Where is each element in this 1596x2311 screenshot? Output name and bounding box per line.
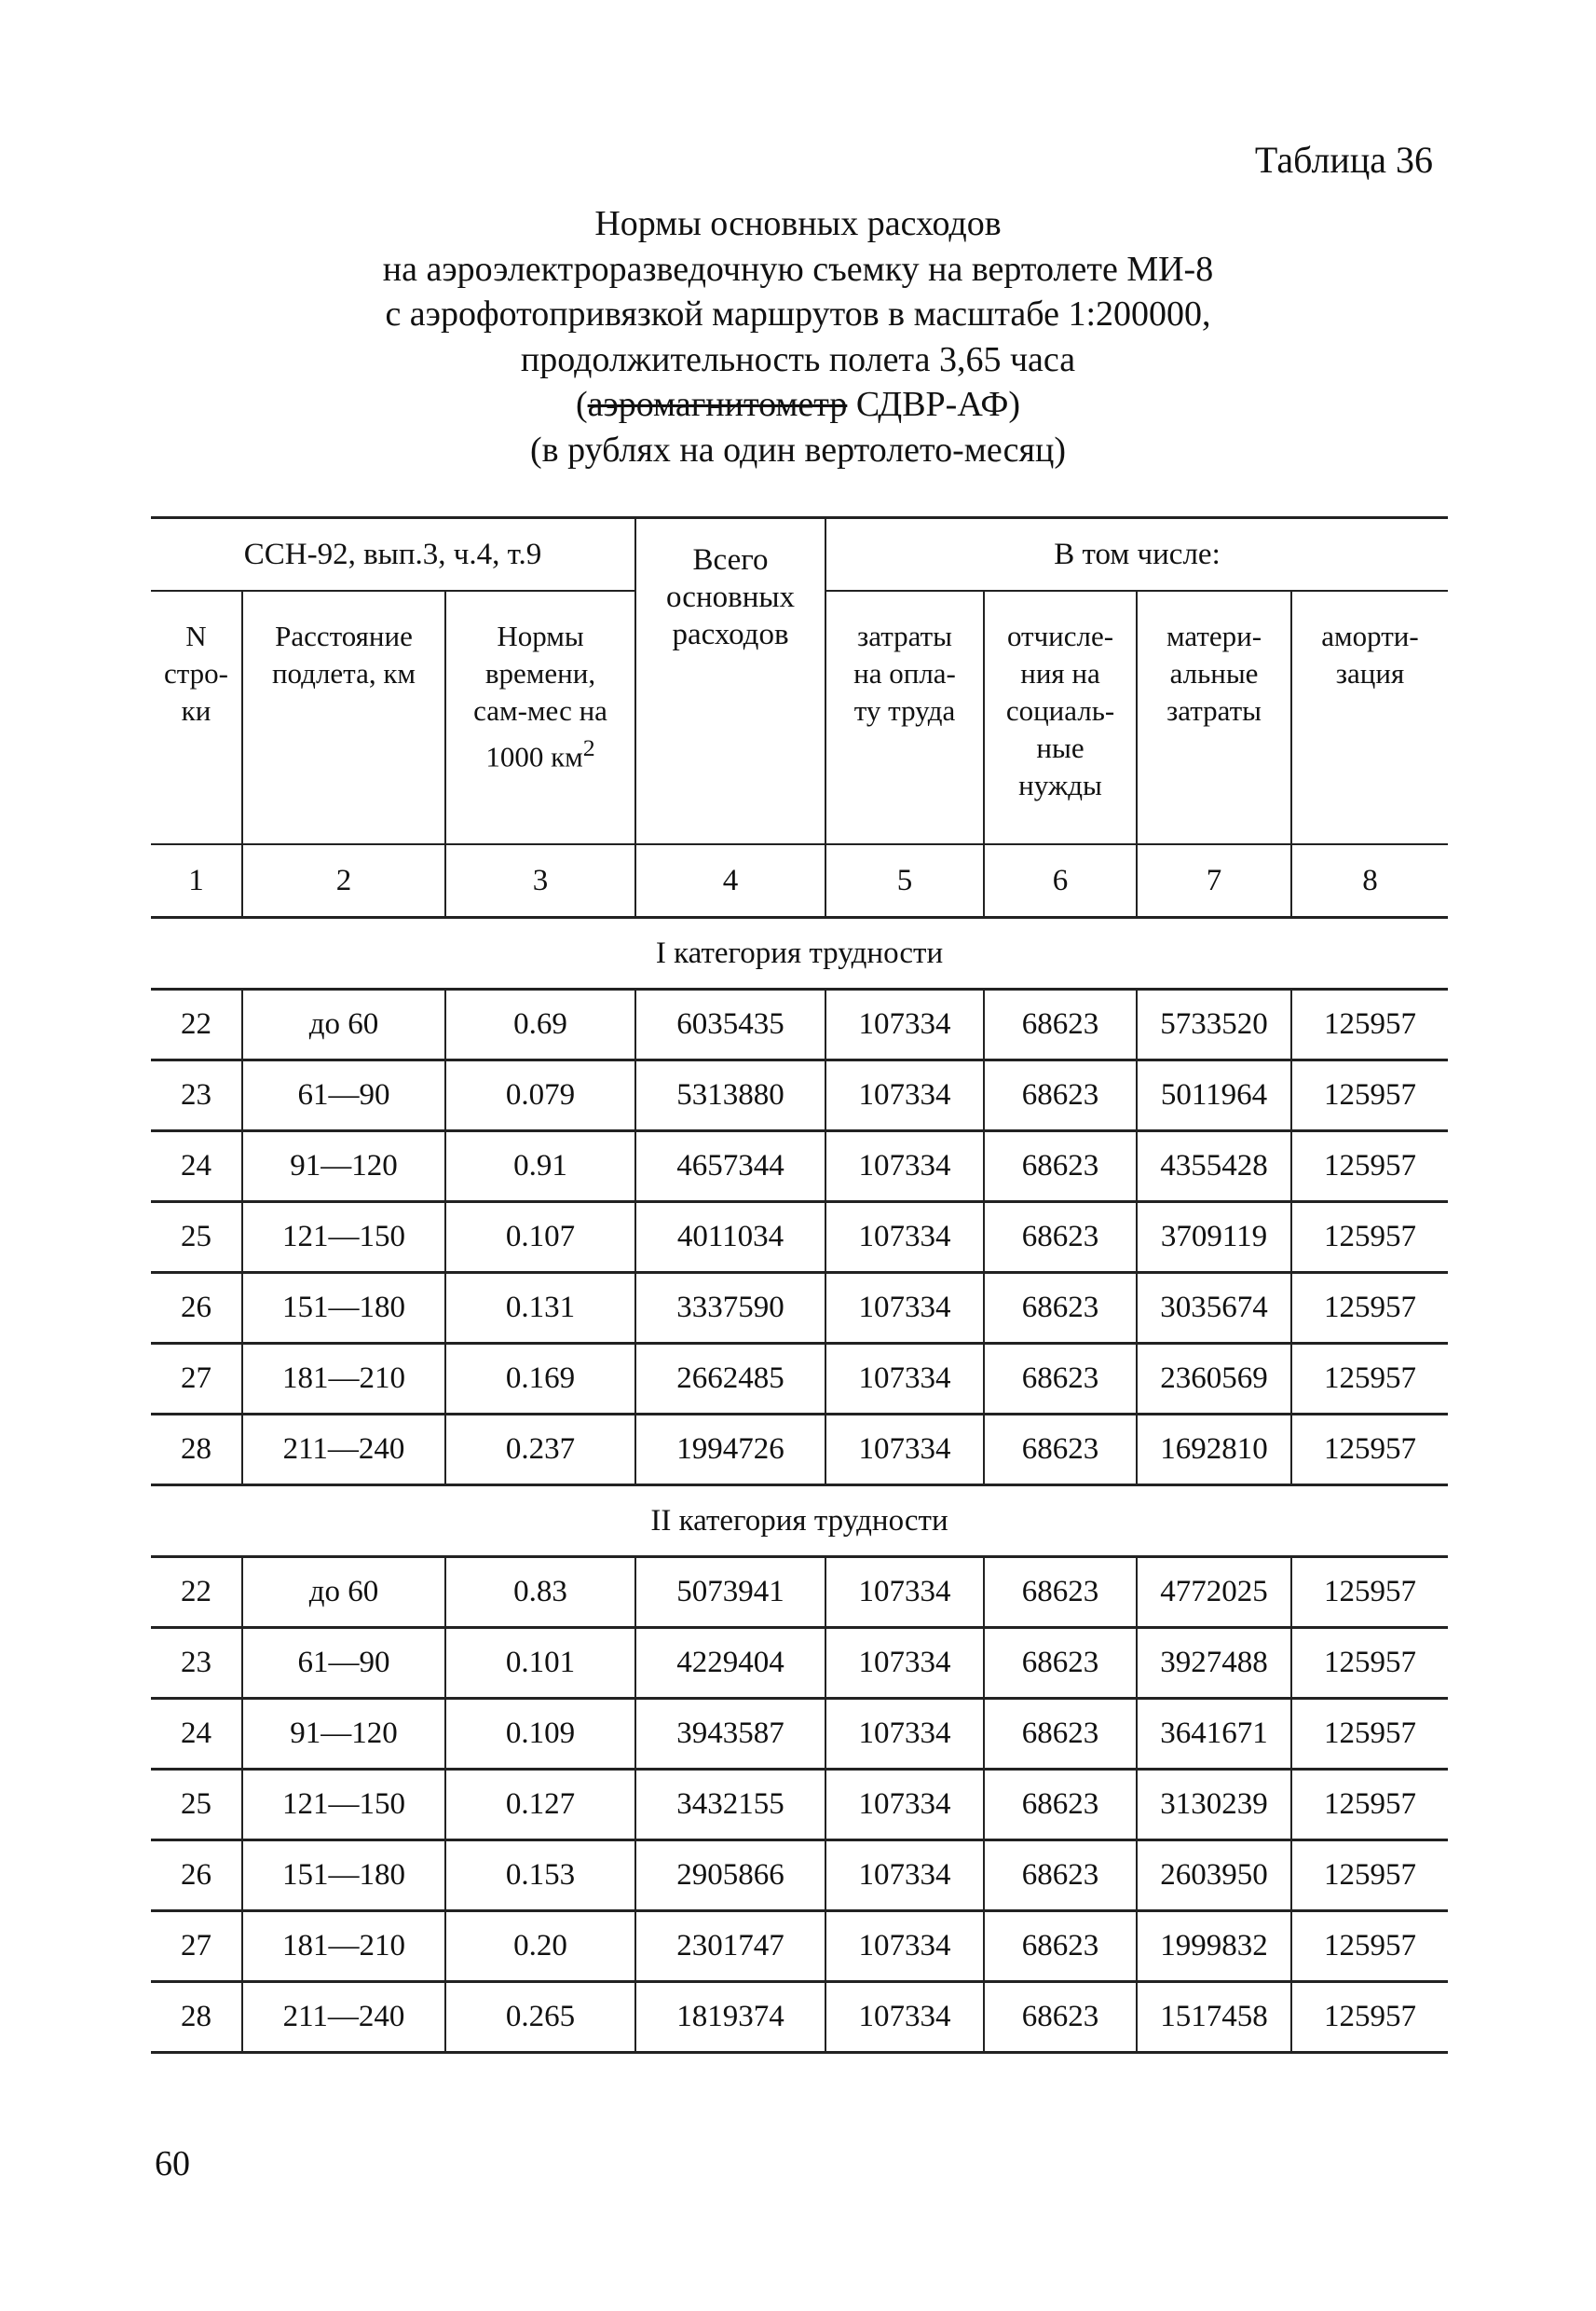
table-cell: 125957 xyxy=(1291,1131,1448,1202)
table-cell: 0.131 xyxy=(445,1273,635,1344)
table-cell: 0.237 xyxy=(445,1415,635,1485)
table-cell: 68623 xyxy=(984,1202,1137,1273)
column-number: 2 xyxy=(242,844,445,918)
table-cell: 3927488 xyxy=(1137,1628,1291,1699)
table-cell: 1517458 xyxy=(1137,1982,1291,2053)
table-cell: 0.109 xyxy=(445,1699,635,1770)
header-material-costs xyxy=(1137,591,1291,844)
table-cell: 1999832 xyxy=(1137,1911,1291,1982)
table-cell: 3943587 xyxy=(635,1699,825,1770)
table-cell: 68623 xyxy=(984,1131,1137,1202)
table-row xyxy=(151,1202,1448,1273)
header-superscript: 2 xyxy=(582,734,595,761)
table-cell: 0.91 xyxy=(445,1131,635,1202)
table-cell: 107334 xyxy=(825,1415,984,1485)
table-cell: 0.265 xyxy=(445,1982,635,2053)
table-cell: 28 xyxy=(151,1415,242,1485)
table-cell: 107334 xyxy=(825,1273,984,1344)
table-cell: 91—120 xyxy=(242,1699,445,1770)
table-cell: 91—120 xyxy=(242,1131,445,1202)
table-cell: 3035674 xyxy=(1137,1273,1291,1344)
table-cell: 6035435 xyxy=(635,990,825,1060)
category-title: I категория трудности xyxy=(151,918,1448,990)
table-cell: 0.079 xyxy=(445,1060,635,1131)
header-text: ные xyxy=(1036,732,1084,764)
table-cell: 61—90 xyxy=(242,1060,445,1131)
table-cell: 151—180 xyxy=(242,1840,445,1911)
table-cell: 1819374 xyxy=(635,1982,825,2053)
table-cell: 3337590 xyxy=(635,1273,825,1344)
table-row xyxy=(151,1060,1448,1131)
table-cell: 125957 xyxy=(1291,1770,1448,1840)
column-number: 5 xyxy=(825,844,984,918)
column-number: 3 xyxy=(445,844,635,918)
table-cell: 125957 xyxy=(1291,1840,1448,1911)
table-cell: 0.101 xyxy=(445,1628,635,1699)
table-cell: 25 xyxy=(151,1770,242,1840)
header-text: отчисле- xyxy=(1006,620,1114,652)
header-labor-costs xyxy=(825,591,984,844)
table-cell: 107334 xyxy=(825,1557,984,1628)
table-cell: 68623 xyxy=(984,990,1137,1060)
table-label: Таблица 36 xyxy=(1254,139,1433,181)
page-number: 60 xyxy=(155,2144,190,2183)
table-cell: 4229404 xyxy=(635,1628,825,1699)
table-row xyxy=(151,1131,1448,1202)
table-cell: 0.107 xyxy=(445,1202,635,1273)
column-number: 1 xyxy=(151,844,242,918)
header-distance xyxy=(242,591,445,844)
table-cell: 68623 xyxy=(984,1982,1137,2053)
table-cell: 5011964 xyxy=(1137,1060,1291,1131)
header-text: подлета, км xyxy=(271,657,416,690)
header-including: В том числе: xyxy=(825,518,1448,592)
header-text: Расстояние xyxy=(275,620,413,652)
table-cell: 2905866 xyxy=(635,1840,825,1911)
header-text: затраты xyxy=(857,620,952,652)
table-cell: 211—240 xyxy=(242,1415,445,1485)
table-cell: 125957 xyxy=(1291,1202,1448,1273)
caption-open-paren: ( xyxy=(575,385,588,424)
header-text: стро- xyxy=(163,657,228,690)
header-text: N xyxy=(185,620,207,652)
table-cell: 4657344 xyxy=(635,1131,825,1202)
table-cell: 181—210 xyxy=(242,1344,445,1415)
table-cell: до 60 xyxy=(242,1557,445,1628)
table-row xyxy=(151,1557,1448,1628)
column-number: 6 xyxy=(984,844,1137,918)
table-cell: 27 xyxy=(151,1344,242,1415)
table-row xyxy=(151,1982,1448,2053)
table-cell: 3641671 xyxy=(1137,1699,1291,1770)
table-cell: 107334 xyxy=(825,1131,984,1202)
table-cell: 25 xyxy=(151,1202,242,1273)
table-cell: 68623 xyxy=(984,1344,1137,1415)
table-cell: 68623 xyxy=(984,1911,1137,1982)
table-cell: 125957 xyxy=(1291,1982,1448,2053)
table-cell: 26 xyxy=(151,1840,242,1911)
table-row xyxy=(151,1273,1448,1344)
header-social-contributions xyxy=(984,591,1137,844)
header-text: аморти- xyxy=(1321,620,1419,652)
table-cell: 68623 xyxy=(984,1699,1137,1770)
table-body xyxy=(151,918,1448,2053)
table-cell: 107334 xyxy=(825,1770,984,1840)
table-cell: 24 xyxy=(151,1699,242,1770)
table-cell: 121—150 xyxy=(242,1202,445,1273)
table-cell: 125957 xyxy=(1291,990,1448,1060)
table-row xyxy=(151,1628,1448,1699)
table-row xyxy=(151,1911,1448,1982)
column-number: 7 xyxy=(1137,844,1291,918)
header-text: Всего xyxy=(692,543,769,577)
table-cell: 3709119 xyxy=(1137,1202,1291,1273)
header-text: зация xyxy=(1335,657,1405,690)
table-cell: 22 xyxy=(151,990,242,1060)
table-cell: 107334 xyxy=(825,990,984,1060)
caption-line: Нормы основных расходов xyxy=(594,204,1002,243)
category-title: II категория трудности xyxy=(151,1485,1448,1557)
table-cell: 68623 xyxy=(984,1060,1137,1131)
table-cell: 0.169 xyxy=(445,1344,635,1415)
table-cell: 4011034 xyxy=(635,1202,825,1273)
table-cell: 107334 xyxy=(825,1699,984,1770)
table-cell: 1994726 xyxy=(635,1415,825,1485)
table-cell: 5313880 xyxy=(635,1060,825,1131)
caption-line: на аэроэлектроразведочную съемку на вертолете МИ-8 xyxy=(382,249,1214,289)
table-cell: 26 xyxy=(151,1273,242,1344)
table-cell: 0.153 xyxy=(445,1840,635,1911)
header-time-norm xyxy=(445,591,635,844)
table-cell: до 60 xyxy=(242,990,445,1060)
table-row xyxy=(151,1770,1448,1840)
table-cell: 0.20 xyxy=(445,1911,635,1982)
table-row xyxy=(151,1344,1448,1415)
table-cell: 107334 xyxy=(825,1202,984,1273)
table-cell: 107334 xyxy=(825,1060,984,1131)
table-row xyxy=(151,1415,1448,1485)
table-cell: 181—210 xyxy=(242,1911,445,1982)
table-cell: 107334 xyxy=(825,1911,984,1982)
table-row xyxy=(151,1699,1448,1770)
table-cell: 1692810 xyxy=(1137,1415,1291,1485)
caption-line: с аэрофотопривязкой маршрутов в масштабе 1:200000, xyxy=(385,294,1211,334)
category-row xyxy=(151,1485,1448,1557)
header-text: времени, xyxy=(484,657,596,690)
table-cell: 68623 xyxy=(984,1628,1137,1699)
table-cell: 68623 xyxy=(984,1840,1137,1911)
table-cell: 5733520 xyxy=(1137,990,1291,1060)
header-text: Нормы xyxy=(497,620,584,652)
table-cell: 107334 xyxy=(825,1982,984,2053)
table-cell: 0.69 xyxy=(445,990,635,1060)
table-cell: 0.127 xyxy=(445,1770,635,1840)
header-norm-reference: ССН-92, вып.3, ч.4, т.9 xyxy=(151,518,635,592)
header-total-costs xyxy=(635,518,825,845)
table-cell: 125957 xyxy=(1291,1344,1448,1415)
header-text: матери- xyxy=(1166,620,1262,652)
table-cell: 68623 xyxy=(984,1557,1137,1628)
header-text: 1000 км xyxy=(485,740,583,773)
table-cell: 2603950 xyxy=(1137,1840,1291,1911)
table-cell: 3432155 xyxy=(635,1770,825,1840)
table-cell: 125957 xyxy=(1291,1273,1448,1344)
caption-device-name: СДВР-АФ) xyxy=(847,385,1021,424)
table-cell: 24 xyxy=(151,1131,242,1202)
table-cell: 2301747 xyxy=(635,1911,825,1982)
table-cell: 125957 xyxy=(1291,1060,1448,1131)
caption-units: (в рублях на один вертолето-месяц) xyxy=(529,430,1066,470)
table-cell: 125957 xyxy=(1291,1699,1448,1770)
table-row xyxy=(151,990,1448,1060)
header-text: расходов xyxy=(672,618,789,651)
table-cell: 28 xyxy=(151,1982,242,2053)
table-cell: 151—180 xyxy=(242,1273,445,1344)
table-cell: 23 xyxy=(151,1628,242,1699)
table-cell: 4772025 xyxy=(1137,1557,1291,1628)
table-cell: 107334 xyxy=(825,1840,984,1911)
table-cell: 211—240 xyxy=(242,1982,445,2053)
table-cell: 4355428 xyxy=(1137,1131,1291,1202)
header-text: затраты xyxy=(1166,694,1262,727)
caption-line: продолжительность полета 3,65 часа xyxy=(520,339,1076,379)
header-text: ту труда xyxy=(853,694,956,727)
table-caption xyxy=(0,201,1596,472)
column-number: 4 xyxy=(635,844,825,918)
header-text: альные xyxy=(1169,657,1259,690)
caption-struck-word: аэромагнитометр xyxy=(587,385,848,424)
header-text: социаль- xyxy=(1005,694,1115,727)
column-number-row xyxy=(151,844,1448,918)
caption-device-line xyxy=(0,382,1596,428)
table-cell: 22 xyxy=(151,1557,242,1628)
table-cell: 2360569 xyxy=(1137,1344,1291,1415)
table-row xyxy=(151,1840,1448,1911)
table-cell: 23 xyxy=(151,1060,242,1131)
table-cell: 68623 xyxy=(984,1770,1137,1840)
table-cell: 125957 xyxy=(1291,1911,1448,1982)
norms-table xyxy=(151,516,1448,2054)
header-text: нужды xyxy=(1018,769,1102,801)
table-cell: 0.83 xyxy=(445,1557,635,1628)
header-row-number xyxy=(151,591,242,844)
header-text: ния на xyxy=(1020,657,1100,690)
table-cell: 125957 xyxy=(1291,1628,1448,1699)
column-number: 8 xyxy=(1291,844,1448,918)
table-cell: 61—90 xyxy=(242,1628,445,1699)
table-cell: 3130239 xyxy=(1137,1770,1291,1840)
table-cell: 2662485 xyxy=(635,1344,825,1415)
table-cell: 121—150 xyxy=(242,1770,445,1840)
header-text: ки xyxy=(181,694,211,727)
table-cell: 125957 xyxy=(1291,1557,1448,1628)
table-cell: 5073941 xyxy=(635,1557,825,1628)
table-cell: 27 xyxy=(151,1911,242,1982)
header-text: на опла- xyxy=(853,657,956,690)
header-amortization xyxy=(1291,591,1448,844)
category-row xyxy=(151,918,1448,990)
table-cell: 107334 xyxy=(825,1628,984,1699)
table-cell: 68623 xyxy=(984,1273,1137,1344)
table-cell: 68623 xyxy=(984,1415,1137,1485)
table-cell: 125957 xyxy=(1291,1415,1448,1485)
header-text: сам-мес на xyxy=(473,694,607,727)
table-cell: 107334 xyxy=(825,1344,984,1415)
header-text: основных xyxy=(665,581,796,614)
